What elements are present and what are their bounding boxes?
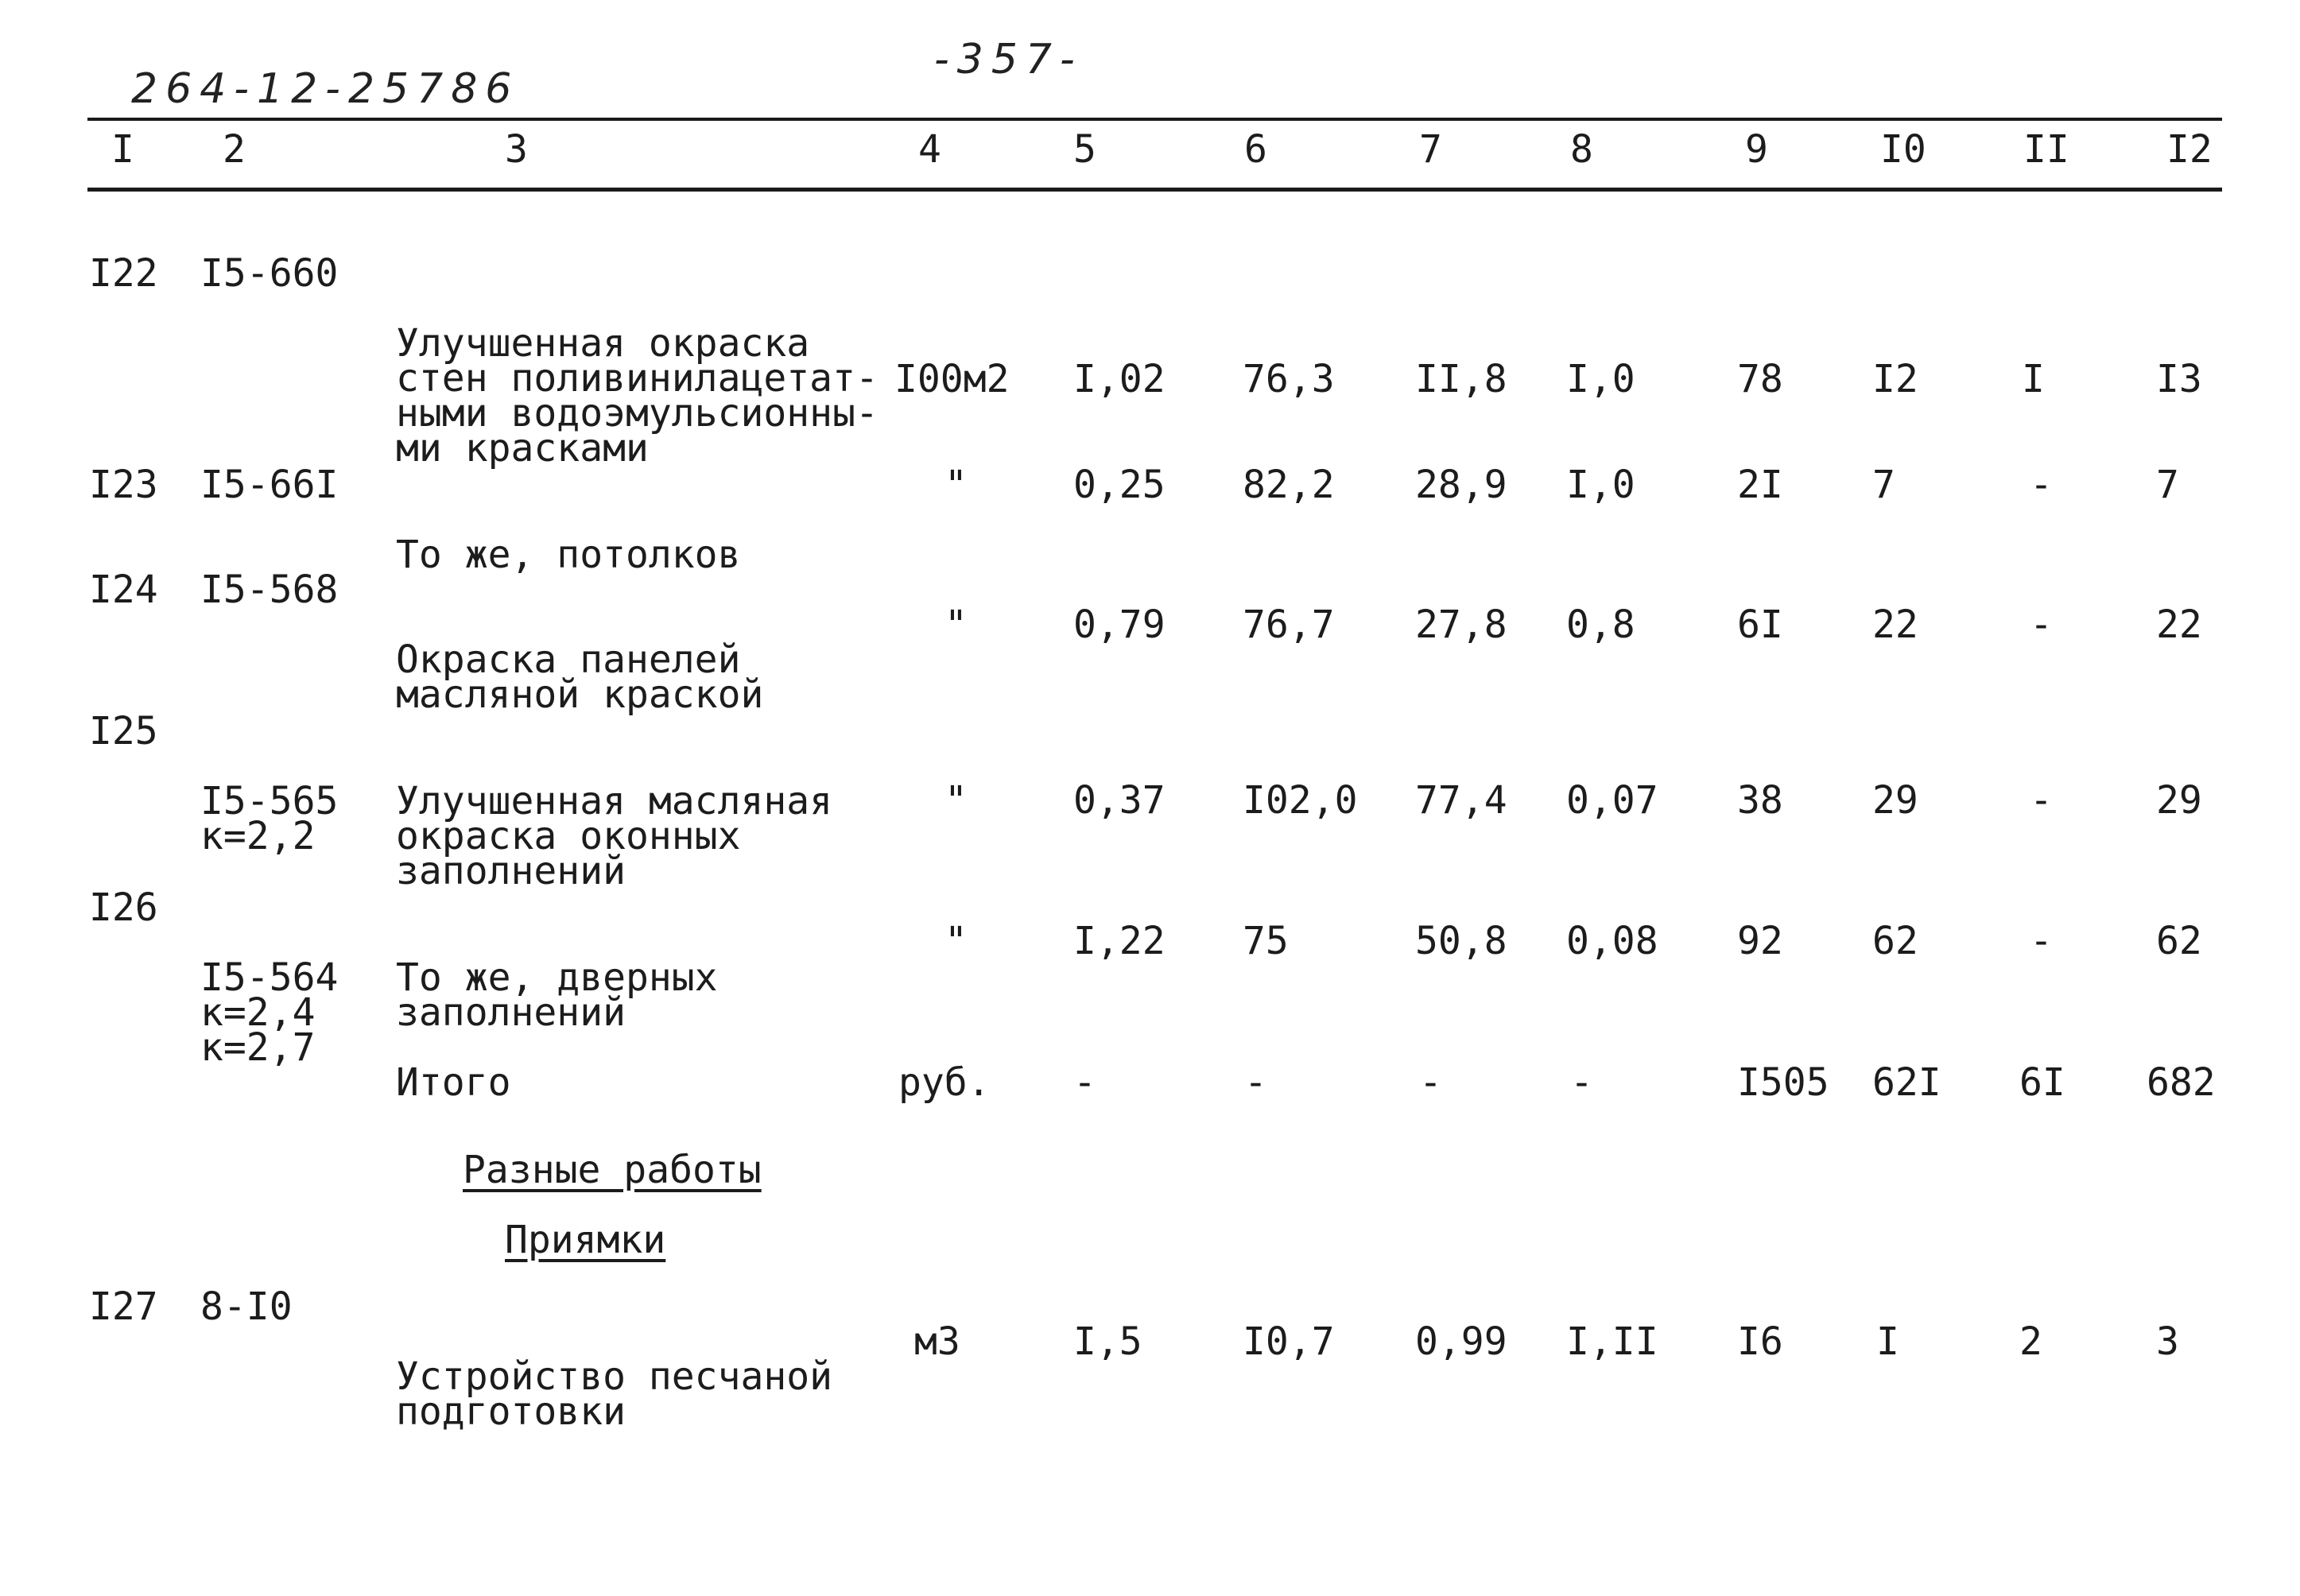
column-header-3: 3 bbox=[505, 127, 528, 172]
cell-col9: 6I bbox=[1737, 602, 1783, 647]
cell-col9: I6 bbox=[1737, 1319, 1783, 1364]
cell-col5: I,5 bbox=[1073, 1319, 1142, 1364]
cell-col7: 77,4 bbox=[1415, 778, 1507, 823]
column-header-10: I0 bbox=[1880, 127, 1926, 172]
cell-col12: 682 bbox=[2147, 1060, 2216, 1105]
cell-col5: 0,79 bbox=[1073, 602, 1166, 647]
cell-col5: I,02 bbox=[1073, 357, 1166, 401]
ditto-mark: " bbox=[944, 778, 968, 823]
cell-col5: 0,25 bbox=[1073, 463, 1166, 507]
cell-col5: I,22 bbox=[1073, 919, 1166, 963]
cell-col8: I,0 bbox=[1566, 463, 1635, 507]
cell-col7: 28,9 bbox=[1415, 463, 1507, 507]
column-header-1: I bbox=[111, 127, 134, 172]
total-unit: руб. bbox=[898, 1060, 991, 1105]
cell-col6: I0,7 bbox=[1243, 1319, 1335, 1364]
unit: м3 bbox=[914, 1319, 960, 1364]
cell-col9: 38 bbox=[1737, 778, 1783, 823]
top-rule bbox=[87, 118, 2222, 121]
cell-col7: 50,8 bbox=[1415, 919, 1507, 963]
cell-col12: 7 bbox=[2156, 463, 2179, 507]
column-header-12: I2 bbox=[2166, 127, 2213, 172]
work-description: То же, потолков bbox=[396, 533, 741, 577]
column-header-9: 9 bbox=[1745, 127, 1768, 172]
cell-col6: 75 bbox=[1243, 919, 1289, 963]
cell-col5: - bbox=[1073, 1060, 1096, 1105]
document-code: 264-12-25786 bbox=[131, 65, 520, 113]
cell-col7: - bbox=[1419, 1060, 1442, 1105]
unit: I00м2 bbox=[894, 357, 1010, 401]
cell-col10: 29 bbox=[1872, 778, 1918, 823]
cell-col8: I,II bbox=[1566, 1319, 1658, 1364]
column-header-5: 5 bbox=[1073, 127, 1096, 172]
cell-col8: 0,08 bbox=[1566, 919, 1658, 963]
cell-col9: I505 bbox=[1737, 1060, 1829, 1105]
cell-col11: - bbox=[2030, 602, 2053, 647]
cell-col6: 76,3 bbox=[1243, 357, 1335, 401]
work-description: Устройство песчаной подготовки bbox=[396, 1354, 833, 1434]
section-heading-pits: Приямки bbox=[505, 1218, 666, 1262]
work-description: То же, дверных заполнений bbox=[396, 955, 718, 1035]
cell-col7: 0,99 bbox=[1415, 1319, 1507, 1364]
cell-col9: 2I bbox=[1737, 463, 1783, 507]
work-description: Улучшенная окраска стен поливинилацетат- ными водоэмульсионны- ми красками bbox=[396, 321, 878, 471]
cell-col10: 62I bbox=[1872, 1060, 1941, 1105]
cell-col11: - bbox=[2030, 778, 2053, 823]
column-header-11: II bbox=[2023, 127, 2069, 172]
cell-col6: I02,0 bbox=[1243, 778, 1358, 823]
cell-col12: 22 bbox=[2156, 602, 2202, 647]
cell-col12: 62 bbox=[2156, 919, 2202, 963]
cell-col9: 78 bbox=[1737, 357, 1783, 401]
cell-col7: II,8 bbox=[1415, 357, 1507, 401]
column-header-4: 4 bbox=[918, 127, 941, 172]
header-rule bbox=[87, 188, 2222, 192]
row-number: I27 bbox=[89, 1284, 158, 1329]
cell-col8: 0,8 bbox=[1566, 602, 1635, 647]
cell-col8: I,0 bbox=[1566, 357, 1635, 401]
column-header-2: 2 bbox=[223, 127, 246, 172]
ditto-mark: " bbox=[944, 602, 968, 647]
cell-col11: - bbox=[2030, 463, 2053, 507]
cell-col7: 27,8 bbox=[1415, 602, 1507, 647]
row-number: I23 bbox=[89, 463, 158, 507]
work-description: Улучшенная масляная окраска оконных заполнений bbox=[396, 779, 833, 893]
column-header-8: 8 bbox=[1570, 127, 1593, 172]
ditto-mark: " bbox=[944, 463, 968, 507]
column-header-7: 7 bbox=[1419, 127, 1442, 172]
cell-col8: 0,07 bbox=[1566, 778, 1658, 823]
cell-col11: - bbox=[2030, 919, 2053, 963]
cell-col10: I2 bbox=[1872, 357, 1918, 401]
row-number: I22 bbox=[89, 251, 158, 296]
cell-col10: 7 bbox=[1872, 463, 1895, 507]
work-description: Окраска панелей масляной краской bbox=[396, 637, 764, 717]
cell-col6: 76,7 bbox=[1243, 602, 1335, 647]
rate-code: I5-66I bbox=[200, 463, 339, 507]
cell-col9: 92 bbox=[1737, 919, 1783, 963]
cell-col10: I bbox=[1876, 1319, 1899, 1364]
cell-col12: I3 bbox=[2156, 357, 2202, 401]
cell-col10: 62 bbox=[1872, 919, 1918, 963]
total-label: Итого bbox=[396, 1060, 511, 1105]
ditto-mark: " bbox=[944, 919, 968, 963]
rate-code: 8-I0 bbox=[200, 1284, 293, 1329]
rate-code: I5-565 к=2,2 bbox=[200, 779, 339, 858]
cell-col11: I bbox=[2022, 357, 2045, 401]
row-number: I24 bbox=[89, 568, 158, 612]
cell-col11: 2 bbox=[2019, 1319, 2042, 1364]
cell-col12: 3 bbox=[2156, 1319, 2179, 1364]
cell-col12: 29 bbox=[2156, 778, 2202, 823]
rate-code: I5-568 bbox=[200, 568, 339, 612]
cell-col10: 22 bbox=[1872, 602, 1918, 647]
cell-col5: 0,37 bbox=[1073, 778, 1166, 823]
rate-code: I5-660 bbox=[200, 251, 339, 296]
row-number: I26 bbox=[89, 885, 158, 930]
cell-col11: 6I bbox=[2019, 1060, 2065, 1105]
row-number: I25 bbox=[89, 709, 158, 753]
cell-col8: - bbox=[1570, 1060, 1593, 1105]
page-number: -357- bbox=[934, 36, 1083, 83]
section-heading-misc-works: Разные работы bbox=[463, 1148, 762, 1192]
cell-col6: - bbox=[1244, 1060, 1267, 1105]
column-header-6: 6 bbox=[1244, 127, 1267, 172]
rate-code: I5-564 к=2,4 к=2,7 bbox=[200, 955, 339, 1070]
cell-col6: 82,2 bbox=[1243, 463, 1335, 507]
